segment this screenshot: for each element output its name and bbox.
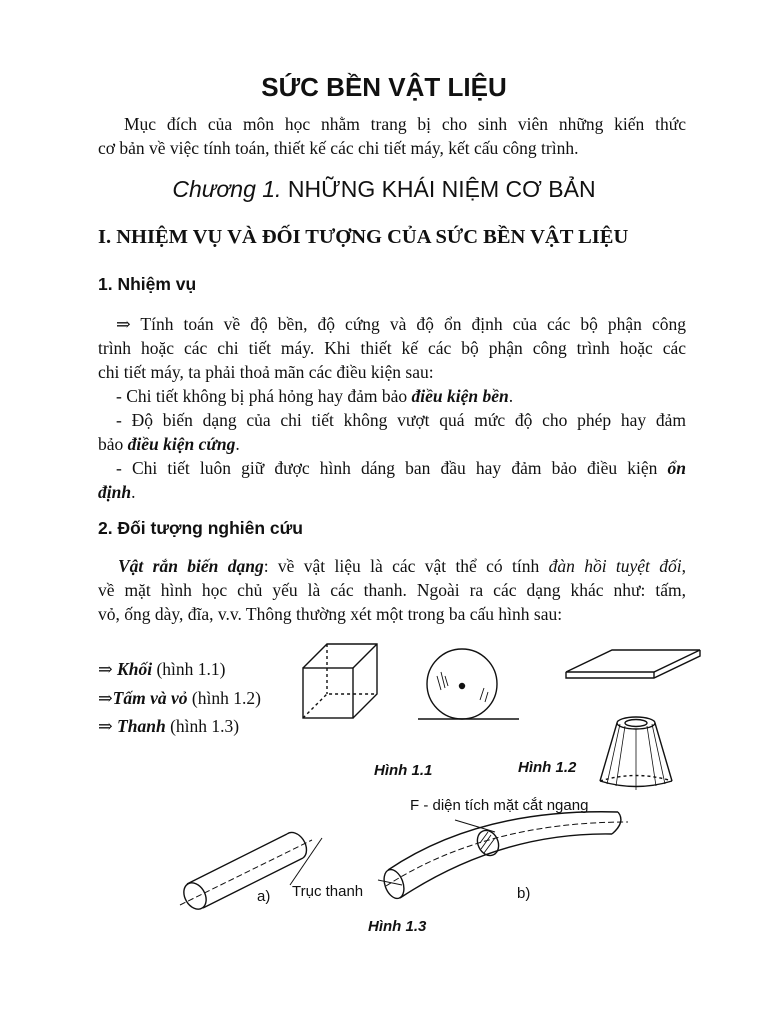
condition-stability-term-2: định [98,482,132,502]
shape-name: Khối [117,659,153,679]
shape-name: Tấm và vỏ [112,688,188,708]
intro-line-1: Mục đích của môn học nhằm trang bị cho sinh viên những kiến thức [124,114,686,134]
condition-stability-end: . [131,482,136,502]
figure-b-label: b) [517,885,531,902]
object-line-1-term: đàn hồi tuyệt đối [548,556,682,576]
task-line-1-text: Tính toán về độ bền, độ cứng và độ ổn định của các bộ phận công [140,314,686,334]
shape-name: Thanh [117,716,166,736]
object-line-3: vỏ, ống dày, đĩa, v.v. Thông thường xét một trong ba cấu hình sau: [98,604,563,624]
plate-figure [566,650,700,678]
task-line-2: trình hoặc các chi tiết máy. Khi thiết kế các bộ phận công trình hoặc các [98,338,686,358]
shape-ref: (hình 1.3) [165,716,240,736]
condition-strength-end: . [508,386,514,406]
condition-stiffness-text: bảo [98,434,128,454]
cross-section-area-label: F - diện tích mặt cắt ngang [410,797,589,814]
page-title: SỨC BỀN VẬT LIỆU [261,72,507,102]
cube-figure [303,644,377,718]
object-term: Vật rắn biến dạng [118,556,264,576]
figure-a-label: a) [257,888,271,905]
chapter-prefix: Chương 1. [172,176,282,202]
subsection-heading-object: 2. Đối tượng nghiên cứu [98,518,304,538]
intro-line-2: cơ bản về việc tính toán, thiết kế các chi tiết máy, kết cấu công trình. [98,138,579,158]
condition-stability-text: - Chi tiết luôn giữ được hình dáng ban đầu hay đảm bảo điều kiện [116,458,668,478]
sphere-figure [418,649,519,719]
chapter-title: NHỮNG KHÁI NIỆM CƠ BẢN [287,176,596,202]
subsection-heading-task: 1. Nhiệm vụ [98,274,197,294]
implies-arrow-icon: ⇒ [98,716,118,736]
figure-caption-1-3: Hình 1.3 [368,918,427,935]
section-heading: I. NHIỆM VỤ VÀ ĐỐI TƯỢNG CỦA SỨC BỀN VẬT LIỆU [98,226,629,248]
condition-stiffness-line-1: - Độ biến dạng của chi tiết không vượt quá mức độ cho phép hay đảm [116,410,686,430]
condition-stability-term-1: ổn [667,458,686,478]
condition-stiffness-end: . [235,434,240,454]
condition-strength-text: - Chi tiết không bị phá hỏng hay đảm bảo [116,386,412,406]
bar-axis-label: Trục thanh [292,883,364,900]
figure-caption-1-2: Hình 1.2 [518,759,577,776]
shell-figure [600,717,672,790]
figure-caption-1-1: Hình 1.1 [374,762,433,779]
task-line-3: chi tiết máy, ta phải thoả mãn các điều kiện sau: [98,362,434,382]
shape-ref: (hình 1.2) [187,688,261,708]
object-line-2: về mặt hình học chủ yếu là các thanh. Ngoài ra các dạng khác như: tấm, [98,580,686,600]
shape-ref: (hình 1.1) [152,659,226,679]
curved-bar-figure [378,812,628,901]
implies-arrow-icon: ⇒ [116,314,131,334]
condition-stiffness-term: điều kiện cứng [127,434,236,454]
condition-strength-term: điều kiện bền [411,386,509,406]
implies-arrow-icon: ⇒ [98,688,113,708]
implies-arrow-icon: ⇒ [98,659,118,679]
object-line-1-mid: : về vật liệu là các vật thể có tính [263,556,549,576]
object-line-1-end: , [681,556,687,576]
straight-bar-figure [179,832,322,913]
